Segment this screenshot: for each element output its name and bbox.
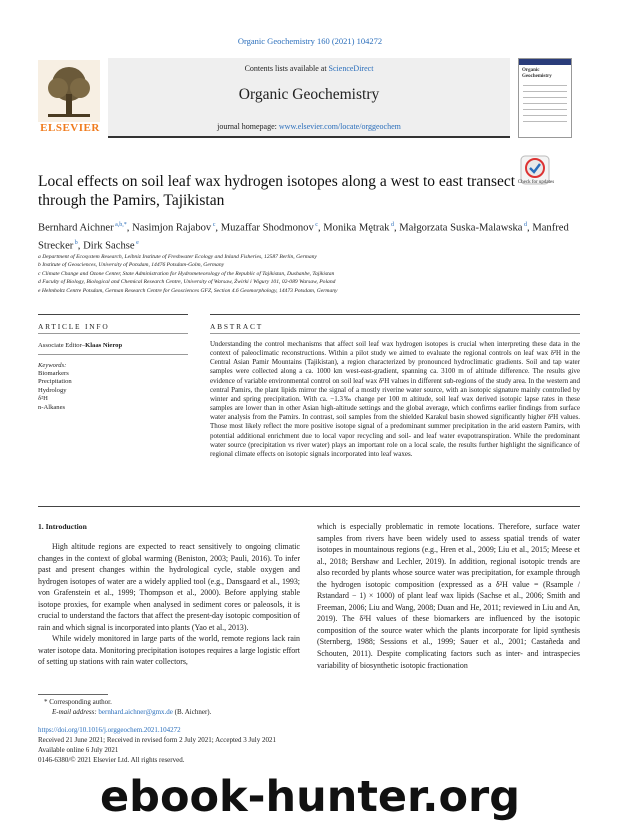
author-affiliation-marker[interactable]: d [522, 222, 528, 228]
divider [38, 354, 188, 355]
journal-cover-thumbnail [518, 58, 572, 138]
keyword: n-Alkanes [38, 403, 66, 411]
author-name[interactable]: Muzaffar Shodmonov [220, 222, 314, 234]
sciencedirect-link[interactable]: ScienceDirect [328, 64, 374, 73]
history: Received 21 June 2021; Received in revised form 2 July 2021; Accepted 3 July 2021 [38, 735, 276, 744]
keyword: Biomarkers [38, 370, 69, 377]
journal-citation[interactable]: Organic Geochemistry 160 (2021) 104272 [237, 36, 383, 46]
email-label: E-mail address: [52, 707, 99, 716]
author-name[interactable]: Małgorzata Suska-Malawska [399, 222, 523, 234]
footnote-divider [38, 694, 108, 695]
author-affiliation-marker[interactable]: e [134, 239, 139, 246]
paragraph: High altitude regions are expected to react sensitively to ongoing climatic changes in the context of global warming (Beniston, 2003; Pauli, 2016). To infer past and present changes within the hydrological cycle, stable oxygen and hydrogen isotopes of water are a widely applied tool (e.g., Dansgaard et al., 1993; von Grafenstein et al., 1999; Thompson et al., 2000). Before applying stable isotope proxies, for example when analysed in sediment cores or paleosols, it is crucial to understand the factors that affect the present-day isotopic composition of rain and which signal is incorporated into plants (Yao et al., 2013). [38, 542, 300, 632]
author-affiliation-marker[interactable]: b [73, 239, 78, 246]
author-name[interactable]: Bernhard Aichner [38, 222, 114, 234]
affiliation: e Helmholtz Centre Potsdam, German Research Centre for Geosciences GFZ, Section 4.6 Geomorphology, 14473 Potsdam, Germany [38, 287, 338, 294]
watermark: ebook-hunter.org [0, 768, 620, 826]
paragraph: which is especially problematic in remote locations. Therefore, surface water samples from rivers have been widely used to assess spatial trends of water isotopes in mountainous regions (e.g., Hren et al., 2009; Liu et al., 2015; Meese et al., 2018; Bershaw and Lechler, 2019). In addition, regional isotopic trends are also recorded by plants whose source water was precipitation, for example through the hydrogen isotopic composition (expressed as a δ²H value = (Rsample / Rstandard − 1) × 1000) of plant leaf wax lipids (Sachse et al., 2006; Smith and Freeman, 2006; Liu and Wang, 2008; Duan and He, 2011; reviewed in Liu and An, 2019). The δ²H values of these biomarkers are influenced by the isotopic composition of the source water which the plants incorporate for lipid synthesis (Sternberg, 1988; Sessions et al., 1999; Sauer et al., 2001; Castañeda and Schouten, 2011). Despite complicating factors such as inter- and intraspecies variability of biosynthetic isotopic fractionation [317, 522, 580, 670]
body-column-left [38, 541, 300, 668]
author-name[interactable]: Nasimjon Rajabov [132, 222, 212, 234]
section-heading-introduction: 1. Introduction [38, 522, 87, 531]
associate-editor [38, 342, 188, 349]
available-online: Available online 6 July 2021 [38, 745, 119, 754]
cover-title: Organic Geochemistry [522, 68, 552, 79]
affiliation: d Faculty of Biology, Biological and Chemical Research Centre, University of Warsaw, Żwirki i Wigury 101, 02-089 Warsaw, Poland [38, 279, 336, 286]
keywords-label: Keywords: [38, 362, 67, 369]
divider [210, 314, 580, 315]
keyword: δ²H [38, 395, 48, 403]
divider [38, 333, 188, 334]
author-list: Bernhard Aichner $^{a,b,*}$, Nasimjon Rajabov $^c$, Muzaffar Shodmonov $^c$, Monika Mętrak $^d$, Małgorzata Suska-Malawska $^d$, Manfred Strecker $^b$, Dirk Sachse $^e$ [38, 222, 569, 252]
contents-prefix: Contents lists available at [244, 64, 329, 73]
homepage-prefix: journal homepage: [217, 122, 279, 131]
abstract-heading: ABSTRACT [210, 322, 264, 331]
author-affiliation-marker[interactable]: a,b,* [113, 222, 127, 228]
divider [210, 333, 580, 334]
article-info-heading: ARTICLE INFO [38, 322, 110, 331]
keyword: Precipitation [38, 378, 72, 386]
abstract-text: Understanding the control mechanisms that affect soil leaf wax hydrogen isotopes is crucial when interpreting these data in the context of paleoclimatic reconstructions. Within a pilot study we aimed to evaluate the regional controls on leaf wax δ²H in the Central Asian Pamir Mountains (Tajikistan), a region characterized by pronounced hydroclimatic gradients. Soil and tap water samples were collected along a ca. 1000 km west-east-gradient, spanning ca. 3100 m of altitude difference. The results give evidence of variable environmental control on soil leaf wax δ²H values in different sub-regions of the study area. In the western and central Pamirs, the plant lipids mirror the signal of a mostly riverine water source, with an isotopic signature mainly controlled by winter and spring precipitation. With ca. −1.3‰ change per 100 m altitude, soil leaf wax derived isotopic lapse rates in these samples are lower than in other Asian high-altitude settings and the global average, which confirms earlier findings from surface water analysis from the Pamirs. In contrast, soil samples from the shielded Karakul basin showed significantly higher δ²H values. Those most likely reflect the more positive isotope signal of a predominant summer precipitation in the arid eastern Pamirs, with potential additional enrichment due to local vapor recycling and soil- and leaf water evapotranspiration. While the predominant water source (precipitation vs river water) plays an important role on a local scale, the results further highlight the significance of regional climate effects on isotopic signals incorporated into leaf waxes. [210, 340, 580, 458]
editor-label: Associate Editor– [38, 342, 86, 349]
author-affiliation-marker[interactable]: d [389, 222, 394, 228]
footnote [38, 698, 211, 717]
email-link[interactable]: bernhard.aichner@gmx.de [98, 707, 173, 716]
publication-info [38, 726, 276, 766]
keywords-list [38, 370, 188, 412]
paragraph: While widely monitored in large parts of the world, remote regions lack rain water isotope data. Monitoring precipitation isotopes requires a large logistic effort of setting up stations with rain water collectors, [38, 634, 301, 667]
divider [38, 314, 188, 315]
elsevier-tree-logo [38, 60, 100, 122]
affiliation: b Institute of Geosciences, University of Potsdam, 14476 Potsdam-Golm, Germany [38, 262, 225, 269]
author-name[interactable]: Monika Mętrak [323, 222, 390, 234]
copyright: 0146-6380/© 2021 Elsevier Ltd. All rights reserved. [38, 755, 185, 764]
author-name[interactable]: Dirk Sachse [83, 240, 135, 252]
editor-name: Klaas Nierop [85, 342, 123, 349]
author-name[interactable]: Manfred Strecker [38, 222, 569, 252]
affiliations [38, 253, 578, 295]
author-affiliation-marker[interactable]: c [211, 222, 216, 228]
check-for-updates-label[interactable]: Check for updates [517, 180, 555, 185]
journal-name: Organic Geochemistry [238, 86, 380, 103]
affiliation: c Climate Change and Ozone Center, State Administration for Hydrometeorology of the Republic of Tajikistan, Dushanbe, Tajikistan [38, 270, 335, 277]
keyword: Hydrology [38, 386, 67, 394]
homepage-line [108, 122, 510, 131]
email-suffix: (B. Aichner). [172, 707, 212, 716]
body-column-right [317, 521, 580, 671]
doi-link[interactable]: https://doi.org/10.1016/j.orggeochem.2021.104272 [38, 726, 181, 734]
contents-line [108, 64, 510, 73]
author-affiliation-marker[interactable]: c [313, 222, 318, 228]
corresponding-author: * Corresponding author. [44, 698, 112, 706]
article-title: Local effects on soil leaf wax hydrogen isotopes along a west to east transect through the Pamirs, Tajikistan [38, 173, 516, 209]
publisher-name: ELSEVIER [40, 122, 100, 134]
homepage-link[interactable]: www.elsevier.com/locate/orggeochem [278, 122, 401, 131]
divider [38, 506, 580, 507]
affiliation: a Department of Ecosystem Research, Leibniz Institute of Freshwater Ecology and Inland Fisheries, 12587 Berlin, Germany [38, 254, 317, 260]
